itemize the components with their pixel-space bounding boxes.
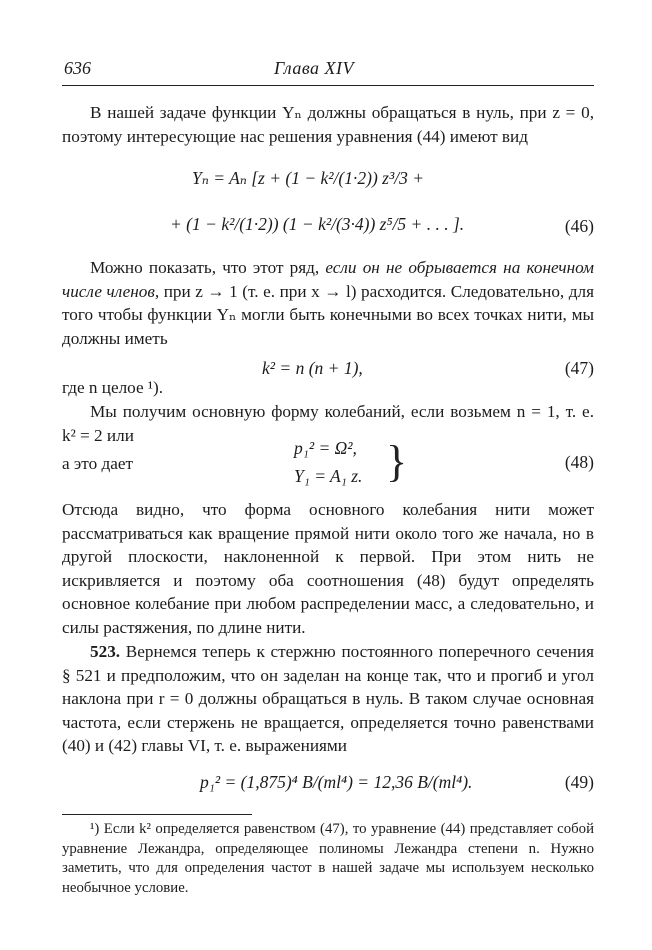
eq48-line2: Y₁ = A₁ z. [294,466,363,486]
paragraph-5: Отсюда видно, что форма основного колебания нити может рассматриваться как вращение прямой нити около того же начала, но в другой плоскости, наклоненной к первой. При этом нить не искривляется и поэтому оба соотношения (48) будут определять основное колебание при любом распределении масс, а следовательно, и силы растяжения, по длине нити. [62,500,594,637]
paragraph-1: В нашей задаче функции Yₙ должны обращаться в нуль, при z = 0, поэтому интересующие нас решения уравнения (44) имеют вид [62,103,594,146]
eq48-lead: а это дает [62,454,133,473]
eq49-formula: p₁² = (1,875)⁴ B/(ml⁴) = 12,36 B/(ml⁴). [200,772,473,792]
running-header [64,58,592,84]
header-rule [62,85,594,86]
eq48-brace: } [386,437,408,486]
eq48-line1: p₁² = Ω², [294,438,357,458]
paragraph-4: Мы получим основную форму колебаний, если возьмем n = 1, т. е. k² = 2 или [62,402,594,445]
eq47-number: (47) [564,358,594,378]
eq46-line2: + (1 − k²/(1·2)) (1 − k²/(3·4)) z⁵/5 + . . . ]. [170,214,465,234]
eq47-formula: k² = n (n + 1), [262,358,363,378]
page-number: 636 [64,58,91,78]
eq48-number: (48) [564,452,594,472]
eq46-number: (46) [564,216,594,236]
footnote-rule [62,814,252,815]
section-number: 523. [90,642,121,661]
footnote: ¹) Если k² определяется равенством (47), то уравнение (44) представляет собой уравнение Лежандра, определяющее полиномы Лежандра степени n. Нужно заметить, что для определения частот в нашей задаче мы используем несколько необычное условие. [62,821,594,896]
paragraph-2: Можно показать, что этот ряд, если он не обрывается на конечном числе членов, при z → 1 (т. е. при x → l) расходится. Следовательно, для того чтобы функции Yₙ могли быть конечными во всех точках нити, мы должны иметь [62,258,595,348]
paragraph-6: 523. Вернемся теперь к стержню постоянного поперечного сечения § 521 и предположим, что он заделан на конце так, что и прогиб и угол наклона при r = 0 должны обращаться в нуль. В таком случае основная частота, если стержень не вращается, определяется точно равенствами (40) и (42) главы VI, т. е. выражениями [62,642,594,755]
eq49-number: (49) [564,772,594,792]
eq46-line1: Yₙ = Aₙ [z + (1 − k²/(1·2)) z³/3 + [192,168,425,188]
paragraph-3: где n целое ¹). [62,378,164,397]
emphasis-text: если он не обрывается на конечном числе членов, [62,258,595,301]
chapter-title: Глава XIV [274,58,355,78]
